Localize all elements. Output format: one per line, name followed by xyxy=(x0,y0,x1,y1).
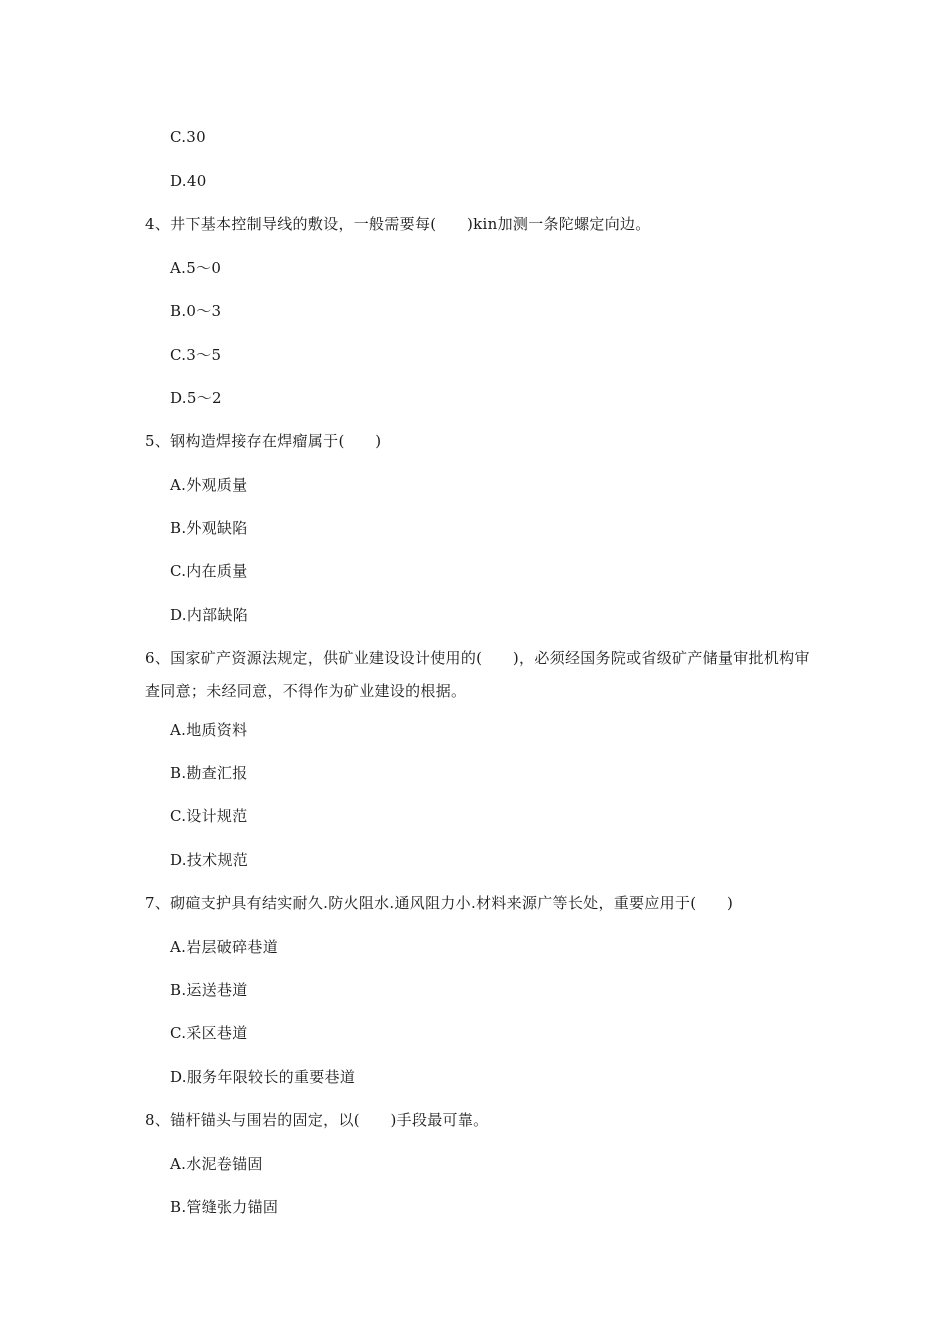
option-q7-c: C.采区巷道 xyxy=(170,1024,248,1042)
option-q8-b: B.管缝张力锚固 xyxy=(170,1198,279,1216)
option-q7-b: B.运送巷道 xyxy=(170,981,248,999)
question-5: 5、钢构造焊接存在焊瘤属于( ) xyxy=(145,432,382,450)
option-q6-a: A.地质资料 xyxy=(170,721,248,739)
option-q6-d: D.技术规范 xyxy=(170,851,249,869)
option-q5-d: D.内部缺陷 xyxy=(170,606,249,624)
option-q4-c: C.3～5 xyxy=(170,346,222,364)
option-q5-a: A.外观质量 xyxy=(170,476,248,494)
option-q4-b: B.0～3 xyxy=(170,302,222,320)
option-q3-d: D.40 xyxy=(170,172,207,190)
option-q3-c: C.30 xyxy=(170,128,206,146)
question-4: 4、井下基本控制导线的敷设，一般需要每( )kin加测一条陀螺定向边。 xyxy=(145,215,651,233)
option-q5-c: C.内在质量 xyxy=(170,562,248,580)
option-q4-d: D.5～2 xyxy=(170,389,222,407)
option-q4-a: A.5～0 xyxy=(170,259,222,277)
option-q7-a: A.岩层破碎巷道 xyxy=(170,938,279,956)
option-q7-d: D.服务年限较长的重要巷道 xyxy=(170,1068,356,1086)
option-q5-b: B.外观缺陷 xyxy=(170,519,248,537)
question-8: 8、锚杆锚头与围岩的固定，以( )手段最可靠。 xyxy=(145,1111,489,1129)
option-q6-b: B.勘查汇报 xyxy=(170,764,248,782)
option-q6-c: C.设计规范 xyxy=(170,807,248,825)
option-q8-a: A.水泥卷锚固 xyxy=(170,1155,263,1173)
question-7: 7、砌碹支护具有结实耐久.防火阻水.通风阻力小.材料来源广等长处，重要应用于( ) xyxy=(145,894,734,912)
question-6: 6、国家矿产资源法规定，供矿业建设设计使用的( )，必须经国务院或省级矿产储量审批机构审查同意；未经同意，不得作为矿业建设的根据。 xyxy=(145,649,810,700)
